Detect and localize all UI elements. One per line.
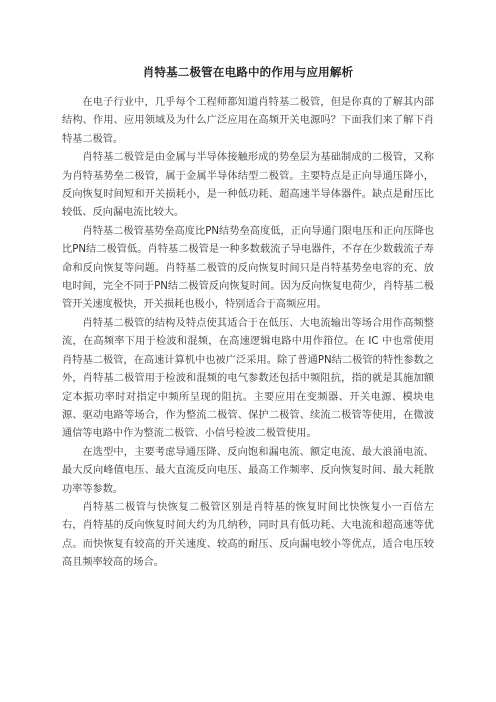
paragraph-barrier: 肖特基二极管基势垒高度比PN结势垒高度低，正向导通门限电压和正向压降也比PN结二极管低。肖特基二极管是一种多数载流子导电器件，不存在少数载流子寿命和反向恢复等问题。肖特基二极管的反向恢复时间只是肖特基势垒电容的充、放电时间，完全不同于PN结二极管反向恢复时间。因为反向恢复电荷少，肖特基二极管开关速度极快，开关损耗也极小，特别适合于高频应用。	[62, 225, 434, 311]
paragraph-intro: 在电子行业中，几乎每个工程师都知道肖特基二极管，但是你真的了解其内部结构、作用、应用领域及为什么广泛应用在高频开关电源吗？下面我们来了解下肖特基二极管。	[62, 97, 434, 145]
paragraph-applications: 肖特基二极管的结构及特点使其适合于在低压、大电流输出等场合用作高频整流，在高频率下用于检波和混频，在高速逻辑电路中用作箝位。在 IC 中也常使用肖特基二极管，在高速计算机中也被广泛采用。除了普通PN结二极管的特性参数之外，肖特基二极管用于检波和混频的电气参数还包括中频阻抗，指的就是其施加额定本振功率时对指定中频所呈现的阻抗。主要应用在变频器、开关电源、模块电源、驱动电路等场合，作为整流二极管、保护二极管、续流二极管等使用，在微波通信等电路中作为整流二极管、小信号检波二极管使用。	[62, 317, 434, 440]
paragraph-comparison: 肖特基二极管与快恢复二极管区别是肖特基的恢复时间比快恢复小一百倍左右，肖特基的反向恢复时间大约为几纳秒，同时具有低功耗、大电流和超高速等优点。而快恢复有较高的开关速度、较高的耐压、反向漏电较小等优点，适合电压较高且频率较高的场合。	[62, 501, 434, 569]
paragraph-definition: 肖特基二极管是由金属与半导体接触形成的势垒层为基础制成的二极管，又称为肖特基势垒二极管，属于金属半导体结型二极管。主要特点是正向导通压降小，反向恢复时间短和开关损耗小，是一种低功耗、超高速半导体器件。缺点是耐压比较低、反向漏电流比较大。	[62, 152, 434, 219]
document-title: 肖特基二极管在电路中的作用与应用解析	[142, 65, 354, 79]
document-body	[62, 94, 434, 573]
paragraph-selection: 在选型中，主要考虑导通压降、反向饱和漏电流、额定电流、最大浪涌电流、最大反向峰值电压、最大直流反向电压、最高工作频率、反向恢复时间、最大耗散功率等参数。	[62, 446, 434, 495]
